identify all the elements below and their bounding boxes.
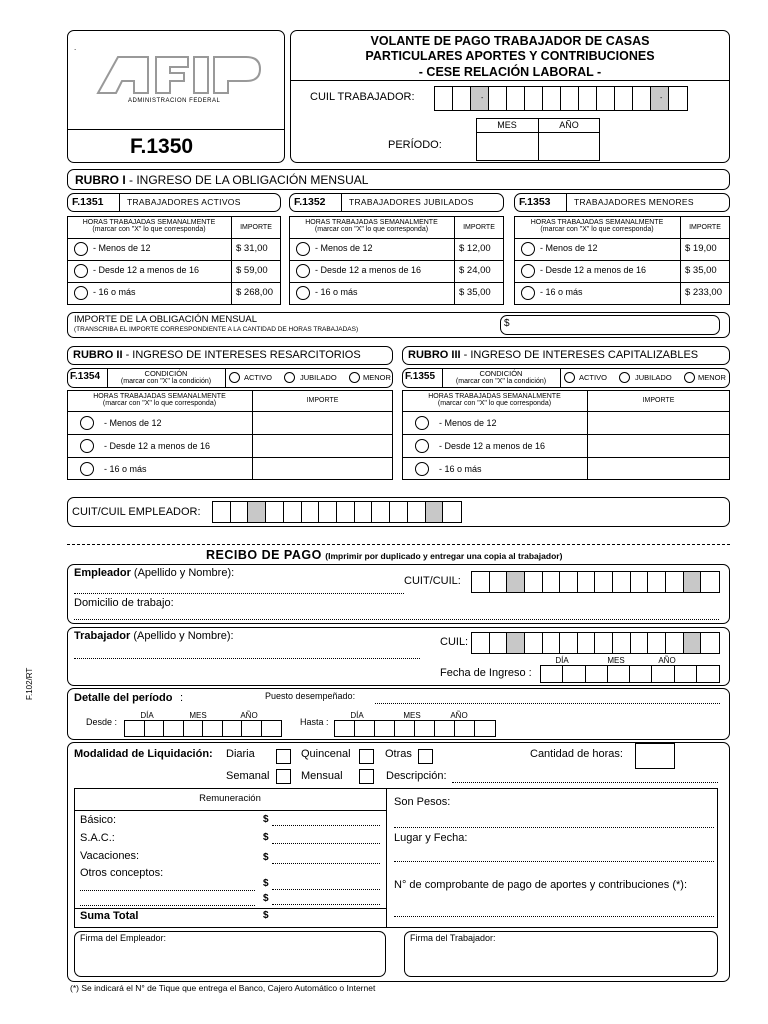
obligacion-label: IMPORTE DE LA OBLIGACIÓN MENSUAL bbox=[74, 314, 258, 325]
rubro2-hdr-line bbox=[67, 411, 393, 412]
panel-2-code-sep bbox=[566, 193, 567, 212]
pesos-sign-5: $ bbox=[263, 910, 269, 921]
trabajador-label: Trabajador (Apellido y Nombre): bbox=[74, 630, 234, 642]
rubro3-cond-radio-2[interactable] bbox=[684, 372, 695, 383]
mensual-label: Mensual bbox=[301, 770, 343, 782]
quincenal-label: Quincenal bbox=[301, 748, 351, 760]
rubro3-cond-opt-1: JUBILADO bbox=[635, 373, 672, 382]
panel-0-row-0-label: - Menos de 12 bbox=[93, 243, 151, 253]
rubro3-row-line-2 bbox=[402, 457, 730, 458]
periodo-label: PERÍODO: bbox=[388, 139, 442, 151]
rubro2-code: F.1354 bbox=[70, 371, 101, 382]
panel-1-radio-1[interactable] bbox=[296, 264, 310, 278]
panel-2-row-2-label: - 16 o más bbox=[540, 287, 583, 297]
panel-0-row-line-1 bbox=[67, 260, 281, 261]
panel-0-hdr-line bbox=[67, 238, 281, 239]
title-line-1: VOLANTE DE PAGO TRABAJADOR DE CASAS bbox=[370, 34, 650, 48]
hasta-label: Hasta : bbox=[300, 717, 329, 727]
empleador-name-line[interactable] bbox=[74, 593, 404, 594]
panel-0-row-2-value: $ 268,00 bbox=[236, 287, 273, 298]
rubro2-radio-2[interactable] bbox=[80, 462, 94, 476]
rubro2-cond-header: CONDICIÓN (marcar con "X" la condición) bbox=[120, 369, 212, 386]
detalle-label: Detalle del período bbox=[74, 692, 173, 704]
logo-divider bbox=[67, 129, 285, 130]
panel-0-row-1-label: - Desde 12 a menos de 16 bbox=[93, 265, 200, 275]
panel-0-row-0-value: $ 31,00 bbox=[236, 243, 268, 254]
afip-logo-icon bbox=[96, 55, 266, 95]
recibo-title: RECIBO DE PAGO (Imprimir por duplicado y entregar una copia al trabajador) bbox=[206, 548, 563, 562]
obligacion-dollar: $ bbox=[504, 318, 510, 329]
panel-0-importe-header: IMPORTE bbox=[240, 224, 272, 231]
hasta-dia: DÍA bbox=[350, 711, 364, 720]
firma-empleador-label: Firma del Empleador: bbox=[80, 933, 167, 943]
son-pesos-label: Son Pesos: bbox=[394, 796, 451, 808]
desde-label: Desde : bbox=[86, 717, 118, 727]
panel-2-horas-header: HORAS TRABAJADAS SEMANALMENTE (marcar con "X" lo que corresponda) bbox=[530, 219, 664, 234]
rubro3-row-1-label: - Desde 12 a menos de 16 bbox=[439, 441, 546, 451]
rubro3-title: RUBRO III - INGRESO DE INTERESES CAPITALIZABLES bbox=[408, 349, 699, 361]
cuil-dash-2: - bbox=[660, 95, 663, 102]
panel-0-code-sep bbox=[119, 193, 120, 212]
rubro1-title: RUBRO I - INGRESO DE LA OBLIGACIÓN MENSUAL bbox=[75, 173, 369, 187]
rubro3-cond-header: CONDICIÓN (marcar con "X" la condición) bbox=[455, 369, 547, 386]
modalidad-label: Modalidad de Liquidación: bbox=[74, 748, 213, 760]
suma-label: Suma Total bbox=[80, 910, 139, 922]
trabajador-name-line[interactable] bbox=[74, 658, 420, 659]
logo-subtitle: ADMINISTRACION FEDERAL bbox=[128, 98, 221, 104]
otros-line-2[interactable] bbox=[80, 905, 255, 906]
rubro3-row-2-label: - 16 o más bbox=[439, 464, 482, 474]
rubro3-cond-sep bbox=[560, 368, 561, 388]
pesos-line-1[interactable] bbox=[272, 843, 380, 844]
obligacion-input[interactable] bbox=[500, 315, 720, 335]
rubro3-importe-header: IMPORTE bbox=[642, 397, 675, 404]
panel-1-row-1-label: - Desde 12 a menos de 16 bbox=[315, 265, 422, 275]
rubro2-row-0-label: - Menos de 12 bbox=[104, 418, 162, 428]
rubro2-row-2-label: - 16 o más bbox=[104, 464, 147, 474]
descripcion-line[interactable] bbox=[452, 782, 718, 783]
panel-1-row-line-2 bbox=[289, 282, 504, 283]
pesos-sign-3: $ bbox=[263, 878, 269, 889]
panel-2-radio-0[interactable] bbox=[521, 242, 535, 256]
title-line-3: - CESE RELACIÓN LABORAL - bbox=[418, 65, 602, 79]
panel-2-radio-1[interactable] bbox=[521, 264, 535, 278]
periodo-anio: AÑO bbox=[559, 120, 579, 130]
rubro2-row-line-2 bbox=[67, 457, 393, 458]
panel-2-row-1-label: - Desde 12 a menos de 16 bbox=[540, 265, 647, 275]
rubro3-cond-radio-0[interactable] bbox=[564, 372, 575, 383]
rubro2-importe-header: IMPORTE bbox=[306, 397, 339, 404]
rubro2-horas-header: HORAS TRABAJADAS SEMANALMENTE (marcar con "X" lo que corresponda) bbox=[93, 393, 226, 408]
desde-mes: MES bbox=[189, 711, 207, 720]
suma-line bbox=[74, 908, 386, 909]
comprobante-label: N° de comprobante de pago de aportes y contribuciones (*): bbox=[394, 879, 688, 891]
pesos-sign-0: $ bbox=[263, 814, 269, 825]
rubro3-row-line-1 bbox=[402, 434, 730, 435]
rubro3-cond-opt-0: ACTIVO bbox=[579, 373, 607, 382]
desde-anio: AÑO bbox=[240, 711, 258, 720]
cuit-cuil-label: CUIT/CUIL: bbox=[404, 575, 461, 587]
hasta-anio: AÑO bbox=[450, 711, 468, 720]
panel-0-horas-header: HORAS TRABAJADAS SEMANALMENTE (marcar con "X" lo que corresponda) bbox=[82, 219, 216, 234]
hasta-cells[interactable] bbox=[334, 720, 496, 737]
rubro3-row-0-label: - Menos de 12 bbox=[439, 418, 497, 428]
fi-anio: AÑO bbox=[658, 656, 676, 665]
title-line-2: PARTICULARES APORTES Y CONTRIBUCIONES bbox=[365, 49, 655, 63]
rubro2-cond-sep bbox=[225, 368, 226, 388]
firma-trabajador-label: Firma del Trabajador: bbox=[410, 933, 496, 943]
remuneracion-sep bbox=[386, 788, 387, 928]
cuil-label: CUIL: bbox=[440, 636, 469, 648]
panel-2-name: TRABAJADORES MENORES bbox=[574, 197, 694, 207]
panel-1-importe-header: IMPORTE bbox=[463, 224, 495, 231]
otras-checkbox[interactable] bbox=[418, 749, 433, 764]
diaria-label: Diaria bbox=[226, 748, 255, 760]
pesos-line-4[interactable] bbox=[272, 904, 380, 905]
panel-0-radio-0[interactable] bbox=[74, 242, 88, 256]
rubro2-cond-opt-2: MENOR bbox=[363, 373, 391, 382]
cuit-empleador-label: CUIT/CUIL EMPLEADOR: bbox=[72, 506, 201, 518]
panel-2-importe-header: IMPORTE bbox=[689, 224, 721, 231]
puesto-label: Puesto desempeñado: bbox=[265, 691, 356, 701]
basico-label: Básico: bbox=[80, 814, 117, 826]
panel-1-name: TRABAJADORES JUBILADOS bbox=[349, 197, 474, 207]
son-pesos-line[interactable] bbox=[394, 827, 714, 828]
rubro3-radio-1[interactable] bbox=[415, 439, 429, 453]
panel-0-name: TRABAJADORES ACTIVOS bbox=[127, 197, 241, 207]
lugar-line[interactable] bbox=[394, 861, 714, 862]
panel-2-row-2-value: $ 233,00 bbox=[685, 287, 722, 298]
sac-label: S.A.C.: bbox=[80, 832, 115, 844]
panel-0-code: F.1351 bbox=[72, 196, 104, 208]
rubro2-radio-0[interactable] bbox=[80, 416, 94, 430]
panel-2-code: F.1353 bbox=[519, 196, 551, 208]
panel-0-row-2-label: - 16 o más bbox=[93, 287, 136, 297]
logo-dot: . bbox=[74, 43, 77, 52]
hasta-mes: MES bbox=[403, 711, 421, 720]
panel-2-row-line-1 bbox=[514, 260, 730, 261]
side-code: F.102/RT bbox=[25, 667, 34, 700]
panel-0-radio-2[interactable] bbox=[74, 286, 88, 300]
cut-line bbox=[67, 544, 730, 545]
cuil-trabajador-cells[interactable] bbox=[434, 86, 688, 111]
rubro3-radio-0[interactable] bbox=[415, 416, 429, 430]
cantidad-input[interactable] bbox=[635, 743, 675, 769]
pesos-sign-2: $ bbox=[263, 852, 269, 863]
remuneracion-hdr-line bbox=[74, 810, 386, 811]
puesto-line[interactable] bbox=[375, 703, 720, 704]
cuil-dash-1: - bbox=[481, 95, 484, 102]
semanal-checkbox[interactable] bbox=[276, 769, 291, 784]
semanal-label: Semanal bbox=[226, 770, 270, 782]
cantidad-label: Cantidad de horas: bbox=[530, 748, 623, 760]
form-code: F.1350 bbox=[130, 135, 194, 158]
descripcion-label: Descripción: bbox=[386, 770, 447, 782]
fi-dia: DÍA bbox=[555, 656, 569, 665]
recibo-cuil-cells[interactable] bbox=[471, 632, 720, 654]
empleador-label: Empleador (Apellido y Nombre): bbox=[74, 567, 235, 579]
panel-1-radio-0[interactable] bbox=[296, 242, 310, 256]
desde-cells[interactable] bbox=[124, 720, 282, 737]
periodo-mes: MES bbox=[497, 120, 517, 130]
panel-0-row-1-value: $ 59,00 bbox=[236, 265, 268, 276]
pesos-sign-1: $ bbox=[263, 832, 269, 843]
quincenal-checkbox[interactable] bbox=[359, 749, 374, 764]
panel-1-row-2-label: - 16 o más bbox=[315, 287, 358, 297]
obligacion-sublabel: (TRANSCRIBA EL IMPORTE CORRESPONDIENTE A LA CANTIDAD DE HORAS TRABAJADAS) bbox=[74, 326, 359, 333]
mensual-checkbox[interactable] bbox=[359, 769, 374, 784]
panel-1-hdr-line bbox=[289, 238, 504, 239]
comprobante-line[interactable] bbox=[394, 916, 714, 917]
rubro2-row-line-1 bbox=[67, 434, 393, 435]
vacaciones-label: Vacaciones: bbox=[80, 850, 140, 862]
panel-1-radio-2[interactable] bbox=[296, 286, 310, 300]
panel-1-row-2-value: $ 35,00 bbox=[459, 287, 491, 298]
panel-1-row-0-label: - Menos de 12 bbox=[315, 243, 373, 253]
domicilio-label: Domicilio de trabajo: bbox=[74, 597, 174, 609]
panel-2-row-0-value: $ 19,00 bbox=[685, 243, 717, 254]
rubro2-cond-radio-0[interactable] bbox=[229, 372, 240, 383]
fecha-ingreso-cells[interactable] bbox=[540, 665, 720, 683]
pesos-sign-4: $ bbox=[263, 893, 269, 904]
panel-2-hdr-line bbox=[514, 238, 730, 239]
panel-1-row-line-1 bbox=[289, 260, 504, 261]
diaria-checkbox[interactable] bbox=[276, 749, 291, 764]
detalle-colon: : bbox=[180, 692, 184, 704]
pesos-line-2[interactable] bbox=[272, 863, 380, 864]
cuil-trabajador-label: CUIL TRABAJADOR: bbox=[310, 91, 415, 103]
domicilio-line[interactable] bbox=[74, 619, 719, 620]
otros-line-1[interactable] bbox=[80, 890, 255, 891]
rubro2-cond-radio-1[interactable] bbox=[284, 372, 295, 383]
rubro2-cond-opt-1: JUBILADO bbox=[300, 373, 337, 382]
otras-label: Otras bbox=[385, 748, 412, 760]
otros-label: Otros conceptos: bbox=[80, 867, 164, 879]
cuit-empleador-cells[interactable] bbox=[212, 501, 462, 523]
rubro2-title: RUBRO II - INGRESO DE INTERESES RESARCITORIOS bbox=[73, 349, 361, 361]
rubro2-cond-opt-0: ACTIVO bbox=[244, 373, 272, 382]
lugar-label: Lugar y Fecha: bbox=[394, 832, 468, 844]
footnote: (*) Se indicará el N° de Tique que entrega el Banco, Cajero Automático o Internet bbox=[70, 983, 376, 993]
rubro3-hdr-line bbox=[402, 411, 730, 412]
panel-2-row-1-value: $ 35,00 bbox=[685, 265, 717, 276]
rubro3-cond-opt-2: MENOR bbox=[698, 373, 726, 382]
recibo-cuit-cells[interactable] bbox=[471, 571, 720, 593]
pesos-line-3[interactable] bbox=[272, 889, 380, 890]
desde-dia: DÍA bbox=[140, 711, 154, 720]
panel-1-horas-header: HORAS TRABAJADAS SEMANALMENTE (marcar con "X" lo que corresponda) bbox=[305, 219, 438, 234]
rubro3-cond-radio-1[interactable] bbox=[619, 372, 630, 383]
panel-0-radio-1[interactable] bbox=[74, 264, 88, 278]
rubro2-radio-1[interactable] bbox=[80, 439, 94, 453]
panel-0-row-line-2 bbox=[67, 282, 281, 283]
pesos-line-0[interactable] bbox=[272, 825, 380, 826]
rubro3-radio-2[interactable] bbox=[415, 462, 429, 476]
rubro2-cond-radio-2[interactable] bbox=[349, 372, 360, 383]
title-divider bbox=[290, 80, 730, 81]
rubro2-row-1-label: - Desde 12 a menos de 16 bbox=[104, 441, 211, 451]
panel-2-row-0-label: - Menos de 12 bbox=[540, 243, 598, 253]
panel-2-radio-2[interactable] bbox=[521, 286, 535, 300]
panel-1-code-sep bbox=[341, 193, 342, 212]
panel-1-row-1-value: $ 24,00 bbox=[459, 265, 491, 276]
rubro3-horas-header: HORAS TRABAJADAS SEMANALMENTE (marcar con "X" lo que corresponda) bbox=[428, 393, 561, 408]
panel-1-row-0-value: $ 12,00 bbox=[459, 243, 491, 254]
remuneracion-table bbox=[74, 788, 718, 928]
panel-1-code: F.1352 bbox=[294, 196, 326, 208]
fi-mes: MES bbox=[607, 656, 625, 665]
rubro3-code: F.1355 bbox=[405, 371, 436, 382]
fecha-ingreso-label: Fecha de Ingreso : bbox=[440, 667, 532, 679]
remuneracion-header: Remuneración bbox=[199, 793, 261, 804]
panel-2-row-line-2 bbox=[514, 282, 730, 283]
